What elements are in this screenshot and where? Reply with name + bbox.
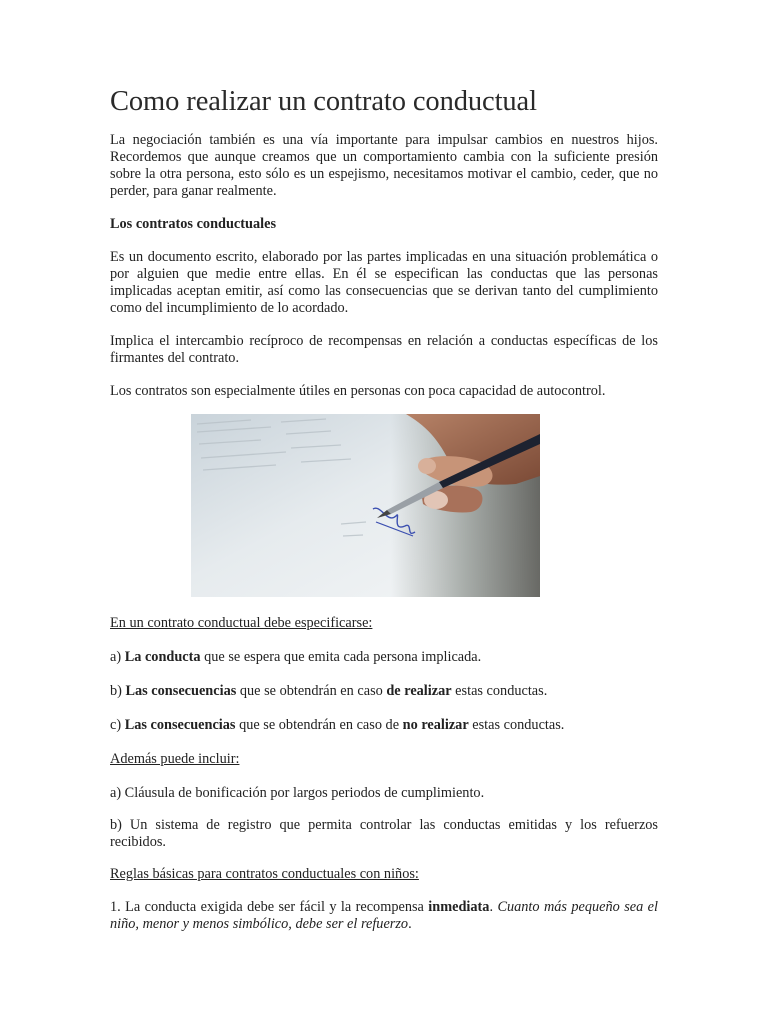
document-page bbox=[110, 86, 658, 933]
rule-prefix: 1. La conducta exigida debe ser fácil y la recompensa bbox=[110, 899, 429, 915]
signing-contract-photo bbox=[191, 414, 540, 597]
item-rest: estas conductas. bbox=[468, 717, 565, 733]
item-bold2: de realizar bbox=[386, 683, 452, 699]
item-rest: que se espera que emita cada persona implicada. bbox=[200, 649, 482, 665]
rules-heading-text: Reglas básicas para contratos conductuales con niños: bbox=[110, 866, 419, 882]
item-bold: La conducta bbox=[124, 649, 201, 665]
rules-heading bbox=[110, 866, 658, 883]
specify-item-b bbox=[110, 683, 658, 700]
item-bold: Las consecuencias bbox=[125, 683, 237, 699]
definition-paragraph: Es un documento escrito, elaborado por las partes implicadas en una situación problemática o por alguien que medie entre ellas. En él se especifican las conductas que las personas implicadas aceptan emitir, así como las consecuencias que se derivan tanto del cumplimiento como del incumplimiento de lo acordado. bbox=[110, 249, 658, 316]
include-heading-text: Además puede incluir: bbox=[110, 751, 240, 767]
specify-item-c bbox=[110, 717, 658, 734]
include-item-b: b) Un sistema de registro que permita controlar las conductas emitidas y los refuerzos recibidos. bbox=[110, 817, 658, 850]
include-heading bbox=[110, 751, 658, 768]
intro-paragraph: La negociación también es una vía importante para impulsar cambios en nuestros hijos. Recordemos que aunque creamos que un comportamiento cambia con la suficiente presión sobre la otra persona, esto sólo es un espejismo, necesitamos motivar el cambio, ceder, que no perder, para ganar realmente. bbox=[110, 132, 658, 199]
page-title: Como realizar un contrato conductual bbox=[110, 86, 537, 117]
exchange-paragraph: Implica el intercambio recíproco de recompensas en relación a conductas específicas de los firmantes del contrato. bbox=[110, 333, 658, 366]
specify-item-a bbox=[110, 649, 658, 666]
rule-end: . bbox=[408, 916, 412, 932]
item-mid: que se obtendrán en caso bbox=[236, 683, 387, 699]
rule-1 bbox=[110, 899, 658, 933]
section-heading bbox=[110, 216, 658, 233]
item-prefix: a) bbox=[110, 649, 125, 665]
rule-after: . bbox=[489, 899, 498, 915]
include-item-a: a) Cláusula de bonificación por largos periodos de cumplimiento. bbox=[110, 785, 485, 801]
rule-bold: inmediata bbox=[428, 899, 490, 915]
item-prefix: c) bbox=[110, 717, 125, 733]
item-rest: estas conductas. bbox=[451, 683, 548, 699]
usefulness-paragraph: Los contratos son especialmente útiles en personas con poca capacidad de autocontrol. bbox=[110, 383, 606, 399]
item-bold2: no realizar bbox=[402, 717, 469, 733]
item-prefix: b) bbox=[110, 683, 126, 699]
specify-heading bbox=[110, 615, 658, 632]
specify-heading-text: En un contrato conductual debe especificarse: bbox=[110, 615, 373, 631]
item-bold: Las consecuencias bbox=[124, 717, 236, 733]
item-mid: que se obtendrán en caso de bbox=[235, 717, 403, 733]
section-heading-text: Los contratos conductuales bbox=[110, 216, 277, 232]
rule-italic: Cuanto más pequeño sea el niño, menor y menos simbólico, debe ser el refuerzo bbox=[110, 899, 659, 932]
